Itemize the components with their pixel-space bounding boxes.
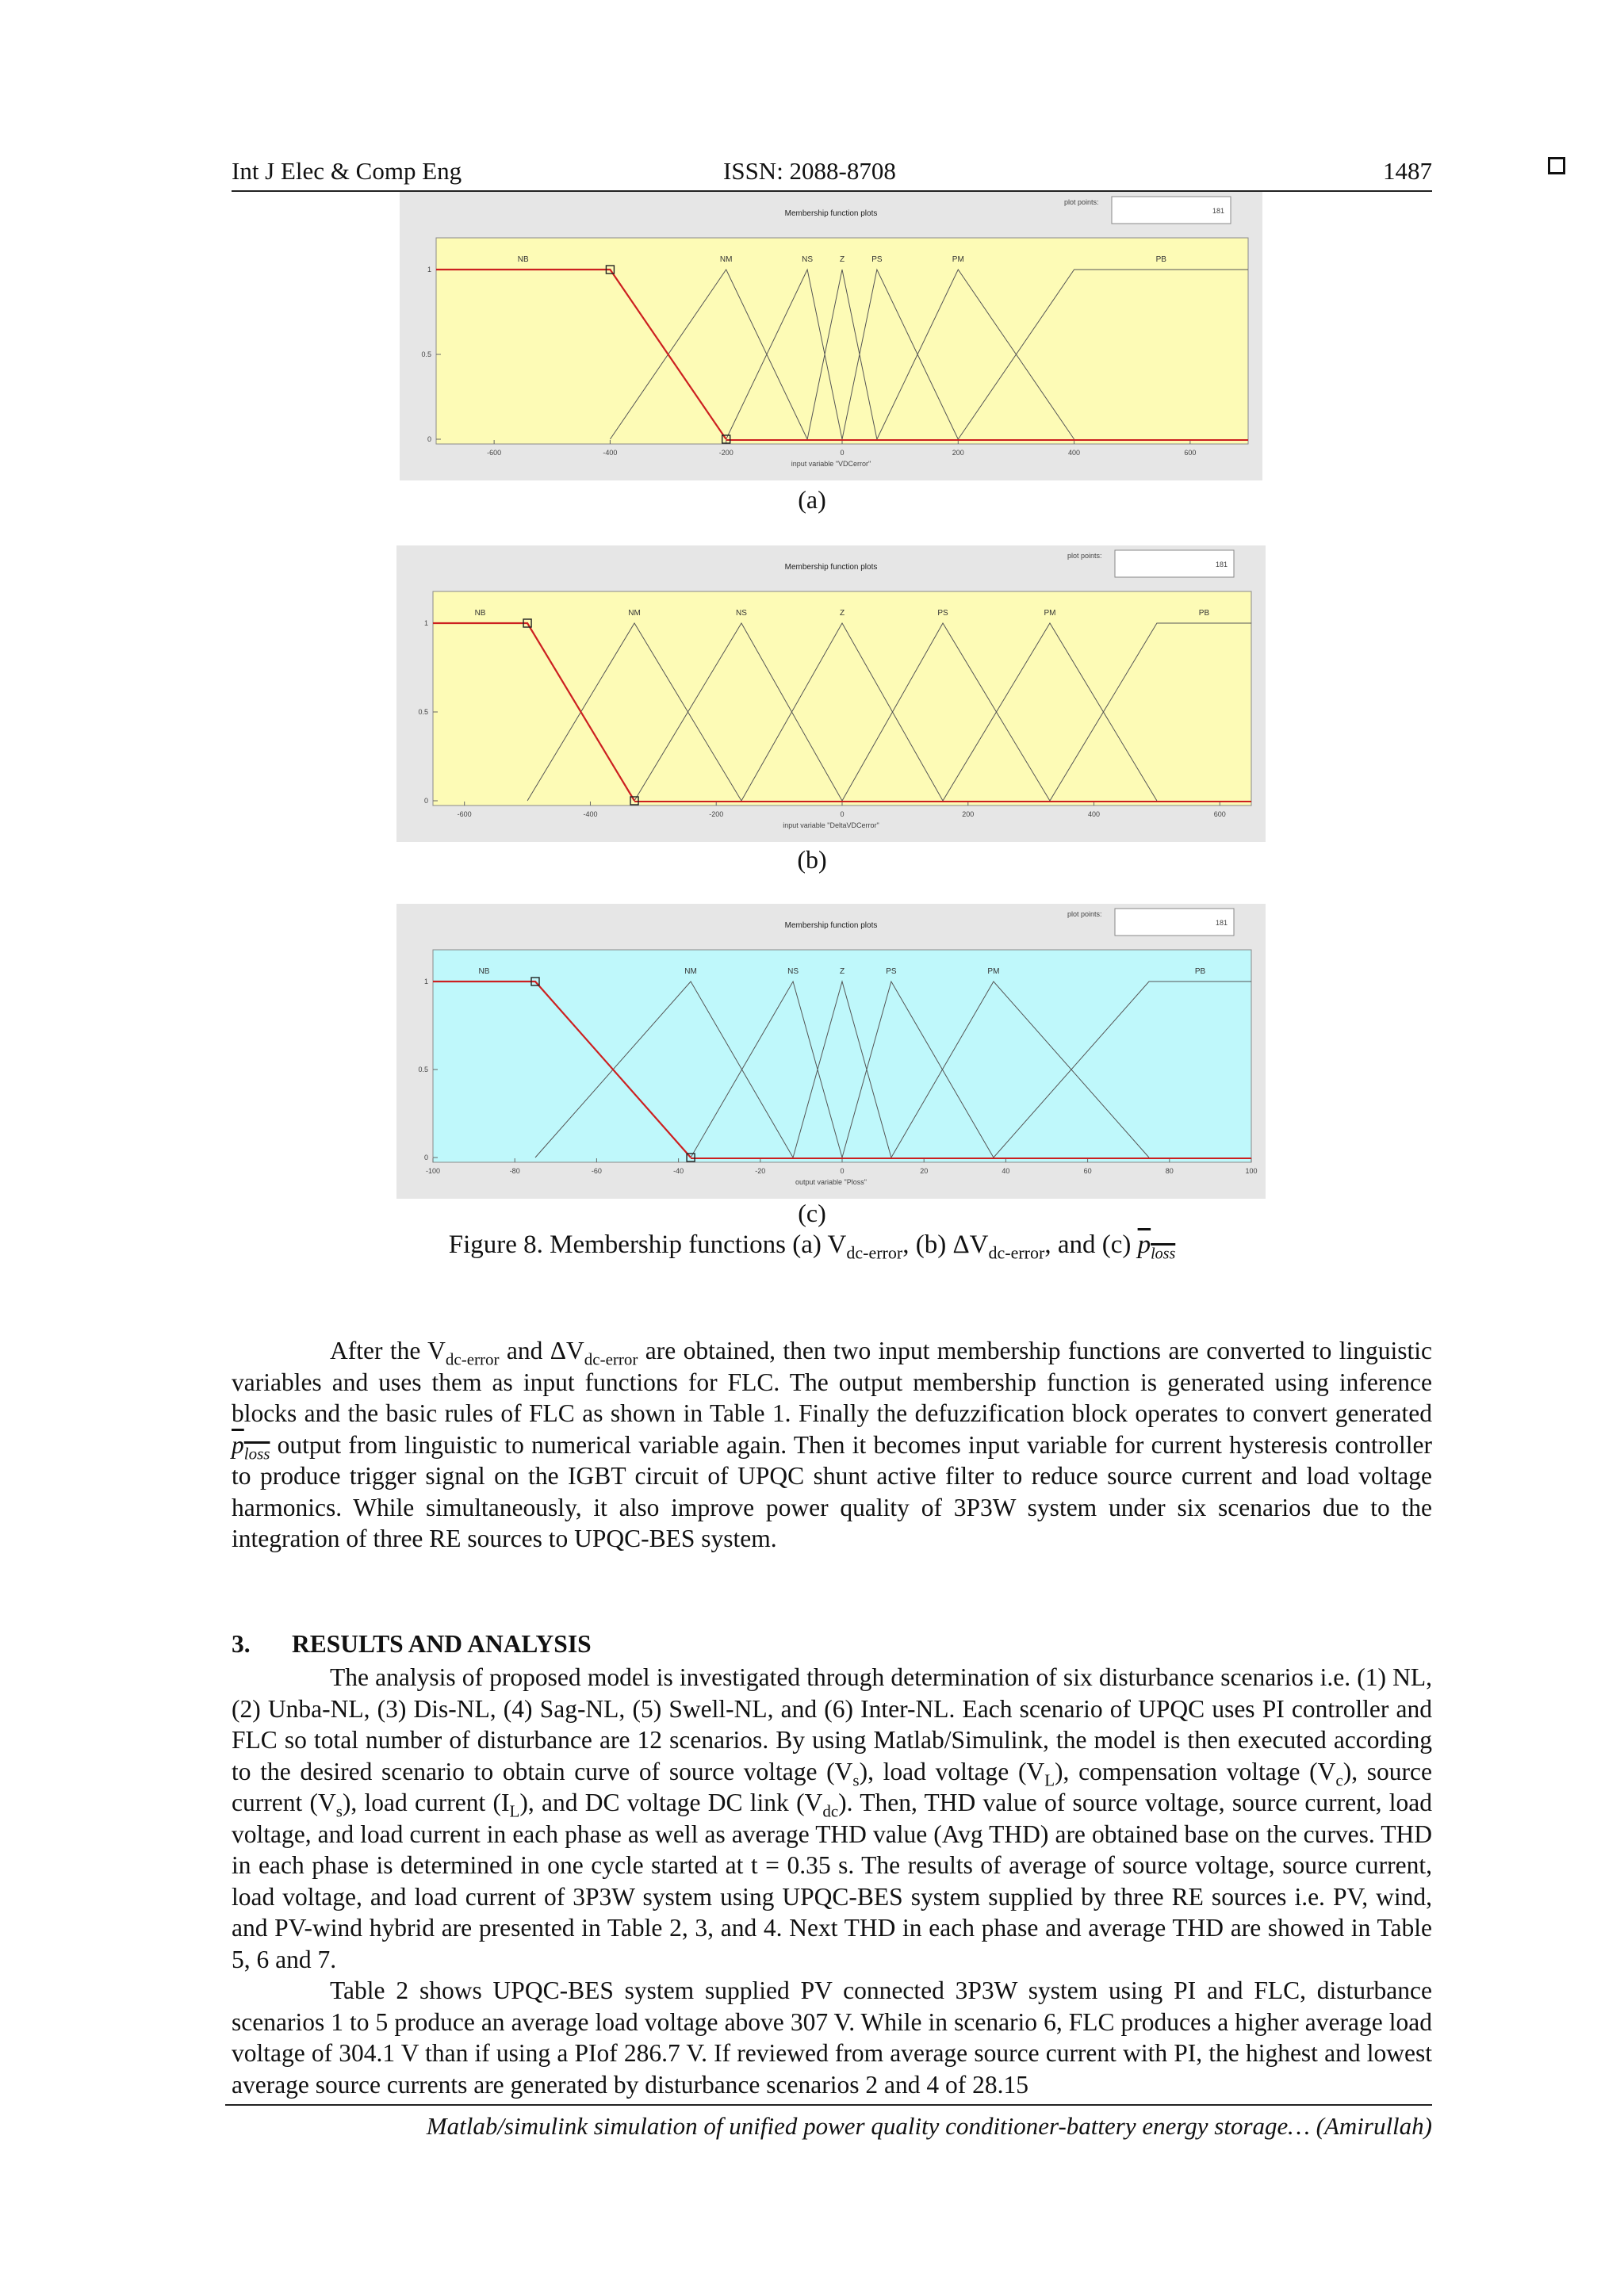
x-tick-label: -40 <box>673 1167 684 1175</box>
mf-label-pm: PM <box>952 255 964 264</box>
x-tick-label: -60 <box>591 1167 602 1175</box>
y-tick-label: 0.5 <box>418 708 428 716</box>
x-tick-label: 20 <box>920 1167 929 1175</box>
page-footer: Matlab/simulink simulation of unified power quality conditioner-battery energy storage… (Amirullah) <box>225 2104 1432 2141</box>
x-tick-label: 200 <box>952 449 964 457</box>
y-tick-label: 0.5 <box>418 1066 428 1073</box>
y-tick-label: 0.5 <box>421 350 431 358</box>
plot-points-label: plot points: <box>1064 198 1099 206</box>
mf-panel-b <box>396 545 1266 842</box>
x-tick-label: 100 <box>1245 1167 1258 1175</box>
y-tick-label: 0 <box>423 1154 428 1161</box>
x-tick-label: -600 <box>457 810 472 818</box>
x-tick-label: 400 <box>1088 810 1101 818</box>
mf-label-pm: PM <box>1044 609 1056 618</box>
x-tick-label: -100 <box>425 1167 441 1175</box>
issn: ISSN: 2088-8708 <box>723 157 896 185</box>
y-tick-label: 1 <box>423 619 428 627</box>
x-tick-label: 80 <box>1165 1167 1174 1175</box>
ploss-symbol: $p_{loss}$ <box>1137 1230 1176 1263</box>
mf-label-nb: NB <box>478 967 490 976</box>
x-tick-label: 60 <box>1083 1167 1092 1175</box>
mf-label-nm: NM <box>684 967 697 976</box>
mf-label-pm: PM <box>987 967 1000 976</box>
mf-label-nb: NB <box>517 255 529 264</box>
panel-c-label: (c) <box>798 1199 826 1227</box>
x-tick-label: 600 <box>1213 810 1226 818</box>
x-tick-label: -400 <box>603 449 618 457</box>
mf-plot-b <box>396 545 1266 842</box>
paragraph-table2: Table 2 shows UPQC-BES system supplied PV connected 3P3W system using PI and FLC, disturbance scenarios 1 to 5 produce an average load voltage above 307 V. While in scenario 6, FLC produces a higher average load voltage of 304.1 V than if using a PIof 286.7 V. If reviewed from average source current with PI, the highest and lowest average source currents are generated by disturbance scenarios 2 and 4 of 28.15 <box>232 1976 1432 2099</box>
x-tick-label: -200 <box>709 810 724 818</box>
x-tick-label: -400 <box>583 810 598 818</box>
mf-label-pb: PB <box>1198 609 1210 618</box>
mf-plot-a <box>400 192 1262 480</box>
x-axis-label: input variable "DeltaVDCerror" <box>783 821 879 829</box>
panel-b-label: (b) <box>797 845 827 874</box>
mf-label-nm: NM <box>628 609 641 618</box>
window-title: Membership function plots <box>784 209 878 218</box>
mf-label-ns: NS <box>736 609 747 618</box>
mf-label-ns: NS <box>802 255 814 264</box>
mf-panel-a <box>400 192 1262 480</box>
mf-label-z: Z <box>839 609 845 618</box>
mf-label-ps: PS <box>886 967 897 976</box>
mf-label-ns: NS <box>787 967 799 976</box>
x-tick-label: 200 <box>962 810 975 818</box>
x-tick-label: -600 <box>487 449 502 457</box>
page-header <box>232 152 1432 192</box>
figure-caption: Figure 8. Membership functions (a) $V_{dc-error}$, (b) $\Delta V_{dc-error}$, and (c) $p_{loss}$ <box>448 1230 1176 1263</box>
page-number: 1487 <box>1383 157 1432 185</box>
mf-label-nb: NB <box>474 609 486 618</box>
x-tick-label: 40 <box>1002 1167 1010 1175</box>
x-tick-label: 400 <box>1068 449 1081 457</box>
x-tick-label: 600 <box>1184 449 1197 457</box>
y-tick-label: 0 <box>427 435 431 443</box>
panel-a-label: (a) <box>798 485 826 514</box>
journal-name: Int J Elec & Comp Eng <box>232 157 462 185</box>
x-tick-label: 0 <box>840 1167 845 1175</box>
y-tick-label: 1 <box>427 266 431 274</box>
mf-plot-c <box>396 904 1266 1199</box>
x-tick-label: -200 <box>718 449 733 457</box>
plot-points-value: 181 <box>1215 561 1228 568</box>
x-tick-label: 0 <box>840 449 845 457</box>
plot-points-value: 181 <box>1215 919 1228 927</box>
plot-points-value: 181 <box>1212 207 1224 215</box>
y-tick-label: 1 <box>423 978 428 985</box>
y-tick-label: 0 <box>423 797 428 805</box>
mf-label-ps: PS <box>871 255 883 264</box>
mf-label-pb: PB <box>1194 967 1206 976</box>
window-title: Membership function plots <box>784 921 878 930</box>
plot-points-label: plot points: <box>1067 552 1102 560</box>
x-axis-label: output variable "Ploss" <box>795 1178 867 1186</box>
x-tick-label: -20 <box>755 1167 766 1175</box>
paragraph-fuzzy: After the $V_{dc-error}$ and $\Delta V_{dc-error}$ are obtained, then two input membership functions are converted to linguistic variables and uses them as input functions for FLC. The output membership function is generated using inference blocks and the basic rules of FLC as shown in Table 1. Finally the defuzzification block operates to convert generated $p_{loss}$ output from linguistic to numerical variable again. Then it becomes input variable for current hysteresis controller to produce trigger signal on the IGBT circuit of UPQC shunt active filter to reduce source current and load voltage harmonics. While simultaneously, it also improve power quality of 3P3W system under six scenarios due to the integration of three RE sources to UPQC-BES system. <box>232 1337 1432 1552</box>
paragraph-analysis: The analysis of proposed model is investigated through determination of six disturbance scenarios i.e. (1) NL, (2) Unba-NL, (3) Dis-NL, (4) Sag-NL, (5) Swell-NL, and (6) Inter-NL. Each scenario of UPQC uses PI controller and FLC so total number of disturbance are 12 scenarios. By using Matlab/Simulink, the model is then executed according to the desired scenario to obtain curve of source voltage $(V_s)$, load voltage $(V_L)$, compensation voltage $(V_c)$, source current $(V_s)$, load current $(I_L)$, and DC voltage DC link $(V_{dc})$. Then, THD value of source voltage, source current, load voltage, and load current in each phase as well as average THD value (Avg THD) are obtained base on the curves. THD in each phase is determined in one cycle started at t = 0.35 s. The results of average of source voltage, source current, load voltage, and load current of 3P3W system using UPQC-BES system supplied by three RE sources i.e. PV, wind, and PV-wind hybrid are presented in Table 2, 3, and 4. Next THD in each phase and average THD are showed in Table 5, 6 and 7. Table 2 shows UPQC-BES system supplied PV connected 3P3W system using PI and FLC, disturbance scenarios 1 to 5 produce an average load voltage above 307 V. While in scenario 6, FLC produces a higher average load voltage of 304.1 V than if using a PIof 286.7 V. If reviewed from average source current with PI, the highest and lowest average source currents are generated by disturbance scenarios 2 and 4 of 28.15 <box>232 1662 1432 2100</box>
plot-points-label: plot points: <box>1067 910 1102 918</box>
mf-label-pb: PB <box>1155 255 1166 264</box>
x-axis-label: input variable "VDCerror" <box>791 460 871 468</box>
mf-panel-c <box>396 904 1266 1199</box>
mf-label-ps: PS <box>937 609 948 618</box>
section-title: 3. RESULTS AND ANALYSIS <box>232 1630 592 1658</box>
mf-label-z: Z <box>839 967 845 976</box>
mf-label-nm: NM <box>719 255 733 264</box>
x-tick-label: 0 <box>840 810 845 818</box>
header-box-icon <box>1548 157 1565 174</box>
x-tick-label: -80 <box>509 1167 520 1175</box>
window-title: Membership function plots <box>784 563 878 572</box>
mf-label-z: Z <box>839 255 845 264</box>
